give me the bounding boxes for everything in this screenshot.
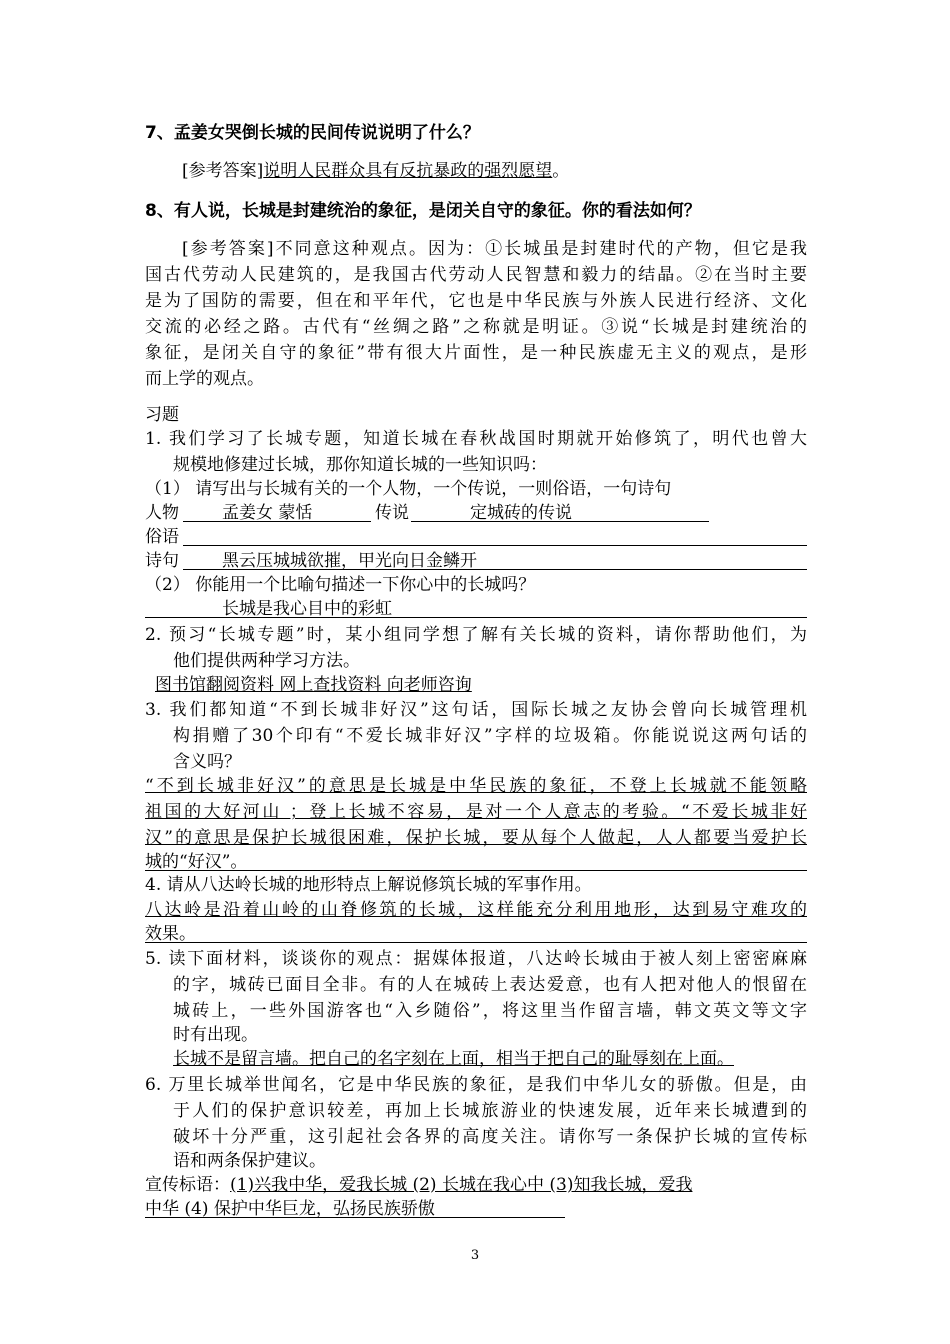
exercise-3-answer-1: 祖国的大好河山 ；登上长城不容易，是对一个人意志的考验。“不爱长城非好: [145, 802, 807, 822]
exercise-3-line-1: 构捐赠了30个印有“不爱长城非好汉”字样的垃圾箱。你能说说这两句话的: [173, 726, 807, 746]
sub2-underline: [145, 617, 807, 618]
answer-7-text: 说明人民群众具有反抗暴政的强烈愿望: [263, 161, 553, 181]
exercise-4-underline: [145, 942, 807, 943]
question-8: 8、有人说，长城是封建统治的象征，是闭关自守的象征。你的看法如何？: [145, 201, 701, 221]
answer-tag: [参考答案]: [182, 161, 264, 181]
exercise-5-line-3: 时有出现。: [173, 1025, 258, 1045]
exercise-2-line-1: 他们提供两种学习方法。: [173, 651, 360, 671]
exercise-3-line-0: 3. 我们都知道“不到长城非好汉”这句话，国际长城之友协会曾向长城管理机: [145, 700, 807, 720]
answer-7: [182, 158, 569, 184]
exercise-3-line-2: 含义吗？: [173, 752, 241, 772]
person-label: 人物: [145, 503, 179, 523]
poem-label: 诗句: [145, 551, 179, 571]
exercise-1-sub1: （1） 请写出与长城有关的一个人物，一个传说，一则俗语，一句诗句: [145, 479, 672, 499]
sub2-answer: 长城是我心目中的彩虹: [222, 599, 392, 619]
exercise-6-answer-0: (1)兴我中华，爱我长城 (2) 长城在我心中 (3)知我长城，爱我: [230, 1175, 693, 1195]
exercise-1-line-1: 规模地修建过长城，那你知道长城的一些知识吗：: [173, 455, 547, 475]
poem-value: 黑云压城城欲摧，甲光向日金鳞开: [222, 551, 477, 571]
exercise-1-sub2: （2） 你能用一个比喻句描述一下你心中的长城吗？: [145, 575, 536, 595]
exercise-1-line-0: 1. 我们学习了长城专题，知道长城在春秋战国时期就开始修筑了，明代也曾大: [145, 429, 807, 449]
exercise-4-answer-1: 效果。: [145, 924, 196, 944]
page-number: 3: [470, 1248, 480, 1263]
exercise-4-line: 4. 请从八达岭长城的地形特点上解说修筑长城的军事作用。: [145, 875, 592, 895]
exercise-5-line-1: 的字，城砖已面目全非。有的人在城砖上表达爱意，也有人把对他人的恨留在: [173, 975, 807, 995]
exercise-3-answer-2: 汉”的意思是保护长城很困难，保护长城，要从每个人做起，人人都要当爱护长: [145, 828, 807, 848]
exercises-heading: 习题: [145, 405, 179, 425]
exercise-5-line-0: 5. 读下面材料，谈谈你的观点：据媒体报道，八达岭长城由于被人刻上密密麻麻: [145, 949, 807, 969]
exercise-6-answer-1: 中华 (4) 保护中华巨龙，弘扬民族骄傲: [145, 1199, 435, 1219]
exercise-3-answer-0: “不到长城非好汉”的意思是长城是中华民族的象征，不登上长城就不能领略: [145, 776, 807, 796]
exercise-6-line-1: 于人们的保护意识较差，再加上长城旅游业的快速发展，近年来长城遭到的: [173, 1101, 807, 1121]
exercise-3-answer-3: 城的“好汉”。: [145, 852, 248, 872]
saying-label: 俗语: [145, 527, 179, 547]
exercise-6-line-3: 语和两条保护建议。: [173, 1151, 326, 1171]
legend-label: 传说: [375, 503, 409, 523]
answer-8-line-4: 象征，是闭关自守的象征”带有很大片面性，是一种民族虚无主义的观点，是形: [145, 343, 807, 363]
answer-8-line-0: [参考答案]不同意这种观点。因为：①长城虽是封建时代的产物，但它是我: [182, 239, 807, 259]
exercise-4-answer-0: 八达岭是沿着山岭的山脊修筑的长城，这样能充分利用地形，达到易守难攻的: [145, 900, 807, 920]
person-value: 孟姜女 蒙恬: [222, 503, 313, 523]
answer-8-line-1: 国古代劳动人民建筑的，是我国古代劳动人民智慧和毅力的结晶。②在当时主要: [145, 265, 807, 285]
legend-value: 定城砖的传说: [470, 503, 572, 523]
answer-8-line-5: 而上学的观点。: [145, 369, 264, 389]
exercise-5-answer: 长城不是留言墙。把自己的名字刻在上面，相当于把自己的耻辱刻在上面。: [173, 1049, 734, 1069]
exercise-3-underline: [145, 870, 807, 871]
saying-underline: [183, 545, 807, 546]
exercise-6-line-0: 6. 万里长城举世闻名，它是中华民族的象征，是我们中华儿女的骄傲。但是，由: [145, 1075, 807, 1095]
exercise-2-answer: 图书馆翻阅资料 网上查找资料 向老师咨询: [155, 675, 472, 695]
exercise-2-line-0: 2. 预习“长城专题”时，某小组同学想了解有关长城的资料，请你帮助他们，为: [145, 625, 807, 645]
answer-7-end: 。: [552, 161, 570, 181]
answer-8-line-2: 是为了国防的需要，但在和平年代，它也是中华民族与外族人民进行经济、文化: [145, 291, 807, 311]
poem-underline: [183, 569, 807, 570]
exercise-6-line-2: 破坏十分严重，这引起社会各界的高度关注。请你写一条保护长城的宣传标: [173, 1127, 807, 1147]
exercise-5-line-2: 城砖上，一些外国游客也“入乡随俗”，将这里当作留言墙，韩文英文等文字: [173, 1001, 807, 1021]
answer-8-line-3: 交流的必经之路。古代有“丝绸之路”之称就是明证。③说“长城是封建统治的: [145, 317, 807, 337]
question-7: 7、孟姜女哭倒长城的民间传说说明了什么？: [145, 123, 480, 143]
slogan-label: 宣传标语：: [145, 1175, 230, 1195]
exercise-6-underline: [145, 1217, 565, 1218]
